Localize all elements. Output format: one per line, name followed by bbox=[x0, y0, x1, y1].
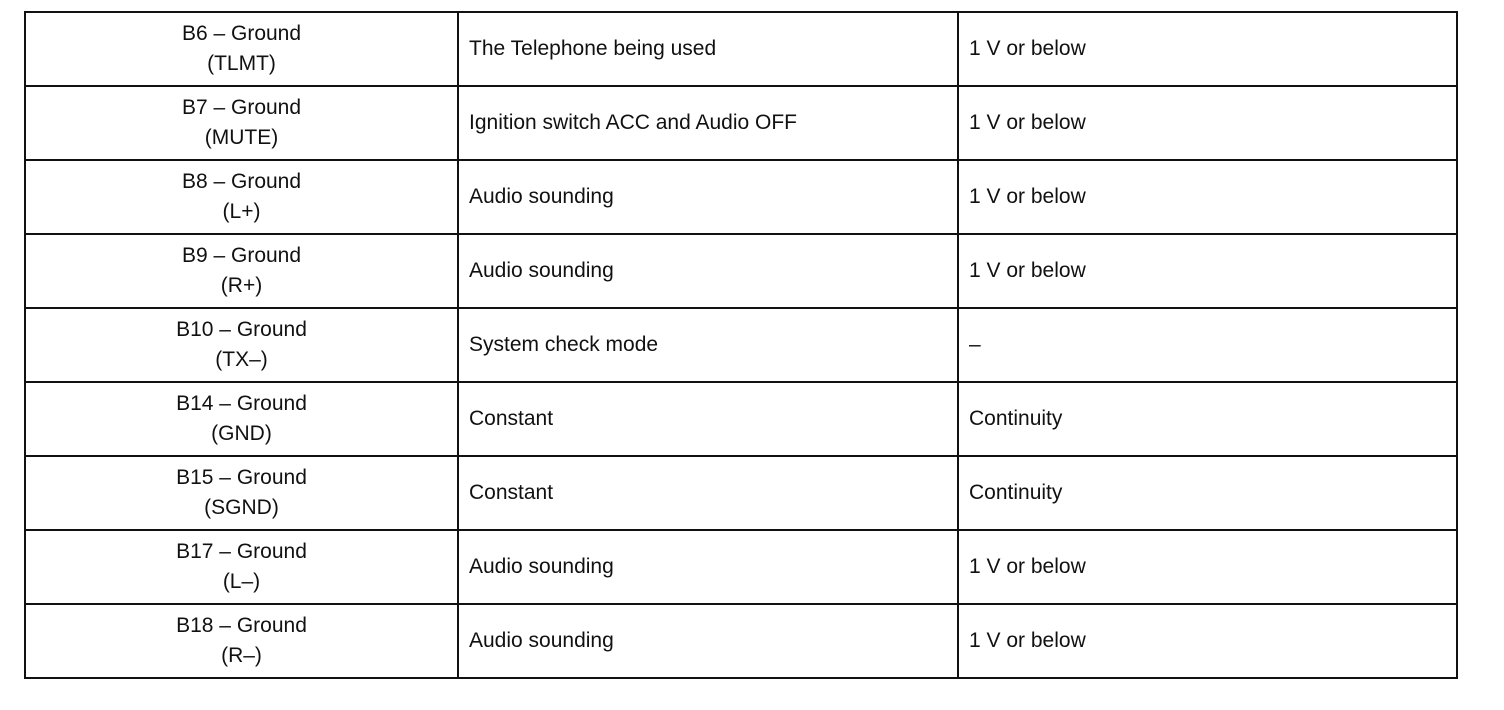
signal-label: (TLMT) bbox=[207, 52, 276, 75]
signal-label: (L–) bbox=[222, 570, 261, 593]
terminal-label: B8 – Ground bbox=[181, 170, 302, 193]
specification-cell: 1 V or below bbox=[958, 234, 1457, 308]
table-row bbox=[25, 456, 1457, 530]
terminal-cell bbox=[25, 160, 458, 234]
signal-label: (R+) bbox=[220, 274, 263, 297]
terminal-label: B9 – Ground bbox=[181, 244, 302, 267]
terminal-cell bbox=[25, 530, 458, 604]
terminal-cell bbox=[25, 234, 458, 308]
table-row bbox=[25, 530, 1457, 604]
specification-cell: Continuity bbox=[958, 382, 1457, 456]
condition-cell: Constant bbox=[458, 382, 958, 456]
condition-cell: Audio sounding bbox=[458, 530, 958, 604]
signal-label: (TX–) bbox=[215, 348, 268, 371]
specification-cell: Continuity bbox=[958, 456, 1457, 530]
terminal-spec-table bbox=[24, 11, 1458, 679]
specification-cell: 1 V or below bbox=[958, 604, 1457, 678]
terminal-cell bbox=[25, 382, 458, 456]
condition-cell: Audio sounding bbox=[458, 234, 958, 308]
signal-label: (SGND) bbox=[204, 496, 279, 519]
table-row bbox=[25, 382, 1457, 456]
condition-cell: The Telephone being used bbox=[458, 12, 958, 86]
terminal-label: B6 – Ground bbox=[181, 22, 302, 45]
condition-cell: Audio sounding bbox=[458, 160, 958, 234]
table-row bbox=[25, 12, 1457, 86]
table-row bbox=[25, 86, 1457, 160]
specification-cell: 1 V or below bbox=[958, 160, 1457, 234]
specification-cell: 1 V or below bbox=[958, 12, 1457, 86]
table-row bbox=[25, 160, 1457, 234]
terminal-label: B14 – Ground bbox=[176, 392, 307, 415]
condition-cell: System check mode bbox=[458, 308, 958, 382]
table-row bbox=[25, 604, 1457, 678]
terminal-label: B10 – Ground bbox=[176, 318, 307, 341]
terminal-cell bbox=[25, 308, 458, 382]
terminal-cell bbox=[25, 604, 458, 678]
terminal-label: B15 – Ground bbox=[176, 466, 307, 489]
specification-cell: – bbox=[958, 308, 1457, 382]
table-row bbox=[25, 234, 1457, 308]
terminal-cell bbox=[25, 86, 458, 160]
condition-cell: Ignition switch ACC and Audio OFF bbox=[458, 86, 958, 160]
terminal-cell bbox=[25, 12, 458, 86]
signal-label: (L+) bbox=[222, 200, 261, 223]
terminal-label: B7 – Ground bbox=[181, 96, 302, 119]
table-row bbox=[25, 308, 1457, 382]
specification-cell: 1 V or below bbox=[958, 86, 1457, 160]
signal-label: (MUTE) bbox=[204, 126, 279, 149]
terminal-cell bbox=[25, 456, 458, 530]
signal-label: (R–) bbox=[221, 644, 262, 667]
terminal-label: B18 – Ground bbox=[176, 614, 307, 637]
specification-cell: 1 V or below bbox=[958, 530, 1457, 604]
condition-cell: Audio sounding bbox=[458, 604, 958, 678]
condition-cell: Constant bbox=[458, 456, 958, 530]
terminal-label: B17 – Ground bbox=[176, 540, 307, 563]
signal-label: (GND) bbox=[211, 422, 272, 445]
